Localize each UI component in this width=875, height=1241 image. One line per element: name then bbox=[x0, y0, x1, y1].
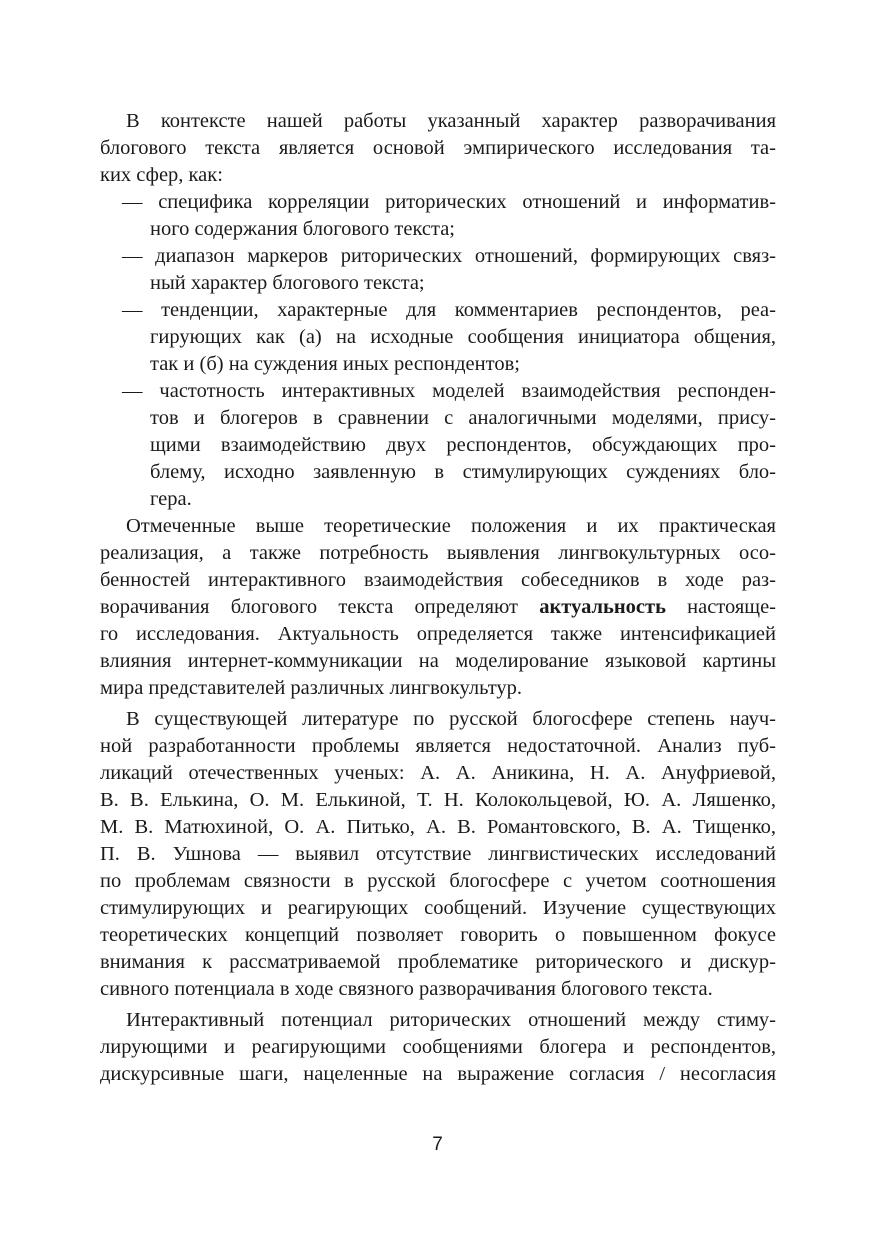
text-line: щими взаимодействию двух респондентов, обсуждающих про- bbox=[150, 434, 776, 456]
text-fragment: настояще- bbox=[687, 596, 776, 618]
text-line: — частотность интерактивных моделей взаимодействия респонден- bbox=[122, 380, 776, 402]
text-line: Интерактивный потенциал риторических отношений между стиму- bbox=[126, 1009, 776, 1031]
text-line: П. В. Ушнова — выявил отсутствие лингвистических исследований bbox=[100, 843, 776, 865]
text-line: реализация, а также потребность выявления лингвокультурных осо- bbox=[100, 542, 776, 564]
text-line: ких сфер, как: bbox=[100, 164, 223, 186]
dash-list bbox=[100, 189, 776, 513]
list-item bbox=[100, 297, 776, 378]
text-line: блему, исходно заявленную в стимулирующих суждениях бло- bbox=[150, 461, 776, 483]
text-line: внимания к рассматриваемой проблематике риторического и дискур- bbox=[100, 951, 776, 973]
text-line: В контексте нашей работы указанный характер разворачивания bbox=[126, 110, 776, 132]
text-line: влияния интернет-коммуникации на моделирование языковой картины bbox=[100, 650, 776, 672]
text-line: мира представителей различных лингвокультур. bbox=[100, 677, 523, 699]
text-line: гера. bbox=[150, 488, 192, 510]
text-line: блогового текста является основой эмпирического исследования та- bbox=[100, 137, 776, 159]
text-line: — специфика корреляции риторических отношений и информатив- bbox=[122, 191, 776, 213]
text-line: бенностей интерактивного взаимодействия собеседников в ходе раз- bbox=[100, 569, 776, 591]
text-line: М. В. Матюхиной, О. А. Питько, А. В. Романтовского, В. А. Тищенко, bbox=[100, 816, 776, 838]
page-number: 7 bbox=[432, 1134, 443, 1155]
text-line: ной разработанности проблемы является недостаточной. Анализ пуб- bbox=[100, 735, 776, 757]
text-line: го исследования. Актуальность определяется также интенсификацией bbox=[100, 623, 776, 645]
list-item bbox=[100, 189, 776, 243]
text-line: — тенденции, характерные для комментариев респондентов, реа- bbox=[122, 299, 776, 321]
text-fragment: ворачивания блогового текста определяют bbox=[100, 596, 519, 618]
text-line: В. В. Елькина, О. М. Елькиной, Т. Н. Колокольцевой, Ю. А. Ляшенко, bbox=[100, 789, 776, 811]
paragraph-intro bbox=[100, 108, 776, 189]
paragraph-literature bbox=[100, 706, 776, 1003]
text-line: так и (б) на суждения иных респондентов; bbox=[150, 353, 520, 375]
list-item bbox=[100, 243, 776, 297]
page-body bbox=[100, 108, 776, 1088]
list-item bbox=[100, 378, 776, 513]
text-line: теоретических концепций позволяет говорить о повышенном фокусе bbox=[100, 924, 776, 946]
text-line: — диапазон маркеров риторических отношений, формирующих связ- bbox=[122, 245, 776, 267]
text-line-with-emphasis bbox=[100, 594, 776, 621]
emphasis-term: актуальность bbox=[539, 596, 666, 618]
text-line: по проблемам связности в русской блогосфере с учетом соотношения bbox=[100, 870, 776, 892]
text-line: гирующих как (а) на исходные сообщения инициатора общения, bbox=[150, 326, 776, 348]
text-line: лирующими и реагирующими сообщениями блогера и респондентов, bbox=[100, 1036, 776, 1058]
text-line: ный характер блогового текста; bbox=[150, 272, 425, 294]
text-line: тов и блогеров в сравнении с аналогичными моделями, прису- bbox=[150, 407, 776, 429]
paragraph-interactive-potential bbox=[100, 1007, 776, 1088]
text-line: Отмеченные выше теоретические положения и их практическая bbox=[126, 515, 776, 537]
text-line: ного содержания блогового текста; bbox=[150, 218, 456, 240]
text-line: дискурсивные шаги, нацеленные на выражение согласия / несогласия bbox=[100, 1063, 776, 1085]
text-line: сивного потенциала в ходе связного разворачивания блогового текста. bbox=[100, 978, 713, 1000]
paragraph-relevance bbox=[100, 513, 776, 702]
text-line: ликаций отечественных ученых: А. А. Аникина, Н. А. Ануфриевой, bbox=[100, 762, 776, 784]
text-line: В существующей литературе по русской блогосфере степень науч- bbox=[126, 708, 776, 730]
text-line: стимулирующих и реагирующих сообщений. Изучение существующих bbox=[100, 897, 776, 919]
